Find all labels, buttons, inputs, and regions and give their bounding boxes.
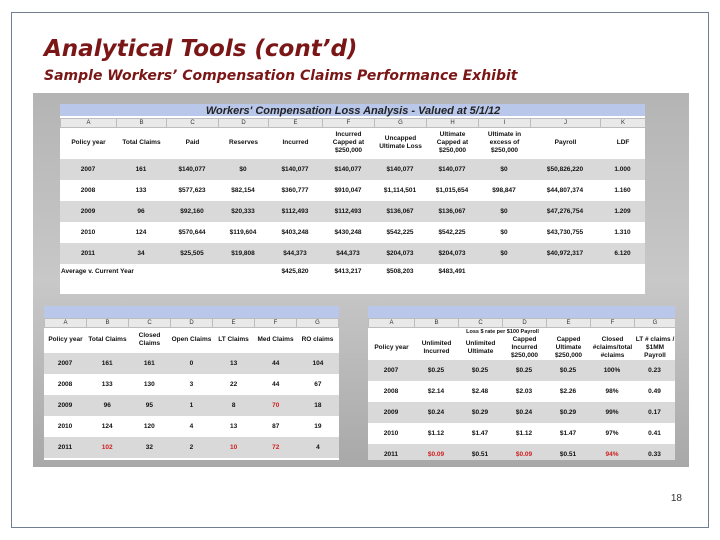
table-cell: 96 xyxy=(116,201,166,222)
column-header: RO claims xyxy=(297,327,339,353)
table-cell: $119,604 xyxy=(218,222,268,243)
column-letter: F xyxy=(255,318,297,327)
column-header: Total Claims xyxy=(117,127,167,159)
table-cell: 97% xyxy=(590,423,634,444)
table-cell: $0.29 xyxy=(546,402,590,423)
table-cell: 104 xyxy=(297,353,339,374)
table-cell: 133 xyxy=(86,374,128,395)
average-value: $425,820 xyxy=(268,264,322,278)
column-letter: D xyxy=(503,318,547,327)
table-row xyxy=(60,159,645,180)
column-letter: J xyxy=(531,118,601,127)
table-cell: 0.41 xyxy=(634,423,675,444)
table-cell: $2.48 xyxy=(458,381,502,402)
table-cell: $1,114,501 xyxy=(374,180,426,201)
table-cell: $25,505 xyxy=(166,243,218,264)
table-cell: $0.25 xyxy=(502,360,546,381)
column-header: Capped Incurred $250,000 xyxy=(503,336,547,360)
table-cell: 13 xyxy=(213,416,255,437)
column-letter: D xyxy=(171,318,213,327)
table-row xyxy=(44,374,339,395)
table-row xyxy=(60,180,645,201)
column-header: Incurred xyxy=(269,127,323,159)
table-cell: 18 xyxy=(297,395,339,416)
title-band xyxy=(44,306,339,318)
table-cell: 10 xyxy=(213,437,255,458)
table-cell: 67 xyxy=(297,374,339,395)
table-cell: $112,493 xyxy=(322,201,374,222)
table-cell: $204,073 xyxy=(374,243,426,264)
table-cell: $542,225 xyxy=(426,222,478,243)
loss-rate-group-header: Loss $ rate per $100 Payroll xyxy=(415,327,591,336)
table-cell: $112,493 xyxy=(268,201,322,222)
table-cell: 1 xyxy=(170,395,212,416)
table-cell: 2011 xyxy=(60,243,116,264)
table-cell: $140,077 xyxy=(322,159,374,180)
table-cell: $0.51 xyxy=(546,444,590,461)
claim-counts-body xyxy=(44,353,339,458)
table-cell: $47,276,754 xyxy=(530,201,600,222)
table-cell: $0 xyxy=(478,201,530,222)
table-cell: 2008 xyxy=(60,180,116,201)
table-cell: $2.03 xyxy=(502,381,546,402)
table-cell: $570,644 xyxy=(166,222,218,243)
table-cell: $140,077 xyxy=(166,159,218,180)
table-cell: $19,808 xyxy=(218,243,268,264)
table-cell: 96 xyxy=(86,395,128,416)
table-cell: $1,015,654 xyxy=(426,180,478,201)
table-cell: 0 xyxy=(170,353,212,374)
column-header: LDF xyxy=(601,127,646,159)
table-cell: $44,373 xyxy=(268,243,322,264)
table-cell: 0.49 xyxy=(634,381,675,402)
column-header: Policy year xyxy=(45,327,87,353)
table-cell: $1.47 xyxy=(458,423,502,444)
column-header: Unlimited Ultimate xyxy=(459,336,503,360)
table-cell: 2 xyxy=(170,437,212,458)
table-cell: 6.120 xyxy=(600,243,645,264)
slide-title: Analytical Tools (cont’d) xyxy=(44,36,358,62)
table-cell: 133 xyxy=(116,180,166,201)
table-row xyxy=(44,437,339,458)
table-cell: 2008 xyxy=(44,374,86,395)
table-row xyxy=(60,222,645,243)
table-cell: $1.12 xyxy=(502,423,546,444)
table-cell: $44,373 xyxy=(322,243,374,264)
column-letter: E xyxy=(213,318,255,327)
table-cell: $1.12 xyxy=(414,423,458,444)
table-cell: 130 xyxy=(128,374,170,395)
table-cell: $92,160 xyxy=(166,201,218,222)
column-header: Policy year xyxy=(61,127,117,159)
column-header: Ultimate in excess of $250,000 xyxy=(479,127,531,159)
table-cell: $136,067 xyxy=(426,201,478,222)
table-cell: 99% xyxy=(590,402,634,423)
table-cell: 19 xyxy=(297,416,339,437)
average-value: $508,203 xyxy=(374,264,426,278)
column-letter: I xyxy=(479,118,531,127)
table-cell: 2010 xyxy=(60,222,116,243)
table-row xyxy=(44,395,339,416)
column-letter: B xyxy=(87,318,129,327)
table-cell: $0.25 xyxy=(458,360,502,381)
table-cell: 72 xyxy=(255,437,297,458)
column-letter: B xyxy=(415,318,459,327)
table-row xyxy=(368,444,675,461)
table-cell: 1.209 xyxy=(600,201,645,222)
column-header: Closed Claims xyxy=(129,327,171,353)
table-row xyxy=(368,381,675,402)
table-cell: 161 xyxy=(128,353,170,374)
column-header: Med Claims xyxy=(255,327,297,353)
average-value: $413,217 xyxy=(322,264,374,278)
column-header: Total Claims xyxy=(87,327,129,353)
table-cell: 1.160 xyxy=(600,180,645,201)
table-cell: $20,333 xyxy=(218,201,268,222)
table-row xyxy=(60,201,645,222)
table-cell: $577,623 xyxy=(166,180,218,201)
table-cell: 1.310 xyxy=(600,222,645,243)
column-header: Incurred Capped at $250,000 xyxy=(323,127,375,159)
table-cell: $542,225 xyxy=(374,222,426,243)
column-letter: G xyxy=(635,318,676,327)
average-row-label: Average v. Current Year xyxy=(60,264,268,278)
column-letter: G xyxy=(297,318,339,327)
table-cell: 13 xyxy=(213,353,255,374)
column-letter: E xyxy=(269,118,323,127)
table-cell: 98% xyxy=(590,381,634,402)
claims-performance-sheet xyxy=(368,306,675,460)
table-cell: 2009 xyxy=(368,402,414,423)
loss-analysis-body xyxy=(60,159,645,278)
table-cell: $40,972,317 xyxy=(530,243,600,264)
table-cell: $0.24 xyxy=(502,402,546,423)
table-cell: 2007 xyxy=(60,159,116,180)
column-letter: E xyxy=(547,318,591,327)
table-cell: $0 xyxy=(478,222,530,243)
column-letter: C xyxy=(167,118,219,127)
table-cell: 161 xyxy=(86,353,128,374)
table-cell: $204,073 xyxy=(426,243,478,264)
table-cell: 120 xyxy=(128,416,170,437)
table-cell: $0 xyxy=(218,159,268,180)
page-number: 18 xyxy=(670,493,682,504)
column-letter: C xyxy=(129,318,171,327)
table-cell: 100% xyxy=(590,360,634,381)
table-cell: 70 xyxy=(255,395,297,416)
loss-analysis-sheet xyxy=(60,104,645,294)
table-cell: $140,077 xyxy=(374,159,426,180)
column-header: Uncapped Ultimate Loss xyxy=(375,127,427,159)
table-cell: 2009 xyxy=(44,395,86,416)
column-letter: D xyxy=(219,118,269,127)
table-cell: $0.25 xyxy=(546,360,590,381)
table-cell: 22 xyxy=(213,374,255,395)
table-cell: $2.26 xyxy=(546,381,590,402)
table-cell: $0.09 xyxy=(414,444,458,461)
table-cell: 1.000 xyxy=(600,159,645,180)
claims-performance-body xyxy=(368,360,675,461)
table-cell: 161 xyxy=(116,159,166,180)
claim-counts-sheet xyxy=(44,306,339,460)
loss-analysis-table xyxy=(60,104,645,159)
table-cell: 8 xyxy=(213,395,255,416)
table-cell: $136,067 xyxy=(374,201,426,222)
column-letter: A xyxy=(369,318,415,327)
table-cell: 0.17 xyxy=(634,402,675,423)
column-letter: A xyxy=(61,118,117,127)
column-header: Policy year xyxy=(369,336,415,360)
table-row xyxy=(368,360,675,381)
table-cell: $430,248 xyxy=(322,222,374,243)
column-header: Ultimate Capped at $250,000 xyxy=(427,127,479,159)
table-cell: 4 xyxy=(170,416,212,437)
average-row xyxy=(60,264,645,278)
table-cell: 34 xyxy=(116,243,166,264)
column-letter: A xyxy=(45,318,87,327)
table-cell: 2010 xyxy=(368,423,414,444)
table-cell: 124 xyxy=(86,416,128,437)
title-band xyxy=(368,306,675,318)
table-cell: 2009 xyxy=(60,201,116,222)
column-header: Capped Ultimate $250,000 xyxy=(547,336,591,360)
column-header: Open Claims xyxy=(171,327,213,353)
table-cell: 2007 xyxy=(368,360,414,381)
column-letter: F xyxy=(323,118,375,127)
column-letter: B xyxy=(117,118,167,127)
average-value: $483,491 xyxy=(426,264,478,278)
table-cell: 124 xyxy=(116,222,166,243)
table-cell: 87 xyxy=(255,416,297,437)
table-cell: 4 xyxy=(297,437,339,458)
table-cell: $82,154 xyxy=(218,180,268,201)
table-cell: $0.24 xyxy=(414,402,458,423)
table-cell: $0 xyxy=(478,159,530,180)
table-cell: 95 xyxy=(128,395,170,416)
table-cell: 2008 xyxy=(368,381,414,402)
table-cell: 0.23 xyxy=(634,360,675,381)
table-cell: $0.29 xyxy=(458,402,502,423)
table-cell: 44 xyxy=(255,374,297,395)
table-cell: $98,847 xyxy=(478,180,530,201)
column-header: Unlimited Incurred xyxy=(415,336,459,360)
column-header: LT Claims xyxy=(213,327,255,353)
table-cell: $50,826,220 xyxy=(530,159,600,180)
column-letter: F xyxy=(591,318,635,327)
table-cell: 32 xyxy=(128,437,170,458)
table-cell: 2011 xyxy=(368,444,414,461)
table-cell: $2.14 xyxy=(414,381,458,402)
column-letter: K xyxy=(601,118,646,127)
table-cell: $360,777 xyxy=(268,180,322,201)
table-cell: $43,730,755 xyxy=(530,222,600,243)
table-cell: 2010 xyxy=(44,416,86,437)
table-cell: 44 xyxy=(255,353,297,374)
table-cell: $140,077 xyxy=(426,159,478,180)
table-cell: 3 xyxy=(170,374,212,395)
column-header: LT # claims / $1MM Payroll xyxy=(635,335,675,359)
loss-analysis-title: Workers' Compensation Loss Analysis - Valued at 5/1/12 xyxy=(205,104,501,117)
table-cell: 102 xyxy=(86,437,128,458)
slide-subtitle: Sample Workers’ Compensation Claims Performance Exhibit xyxy=(44,68,518,84)
table-row xyxy=(368,423,675,444)
table-cell: $140,077 xyxy=(268,159,322,180)
table-cell: $0 xyxy=(478,243,530,264)
column-letter: H xyxy=(427,118,479,127)
table-row xyxy=(368,402,675,423)
column-letter: G xyxy=(375,118,427,127)
table-cell: $0.09 xyxy=(502,444,546,461)
table-cell: $910,047 xyxy=(322,180,374,201)
table-cell: $44,807,374 xyxy=(530,180,600,201)
column-header: Reserves xyxy=(219,127,269,159)
table-cell: 0.33 xyxy=(634,444,675,461)
table-row xyxy=(44,353,339,374)
table-cell: $403,248 xyxy=(268,222,322,243)
table-cell: $0.25 xyxy=(414,360,458,381)
column-letter: C xyxy=(459,318,503,327)
table-row xyxy=(60,243,645,264)
table-row xyxy=(44,416,339,437)
table-cell: 94% xyxy=(590,444,634,461)
table-cell: 2011 xyxy=(44,437,86,458)
table-cell: 2007 xyxy=(44,353,86,374)
column-header: Paid xyxy=(167,127,219,159)
table-cell: $0.51 xyxy=(458,444,502,461)
column-header: Closed #claims/total #claims xyxy=(591,336,635,360)
table-cell: $1.47 xyxy=(546,423,590,444)
column-header: Payroll xyxy=(531,127,601,159)
